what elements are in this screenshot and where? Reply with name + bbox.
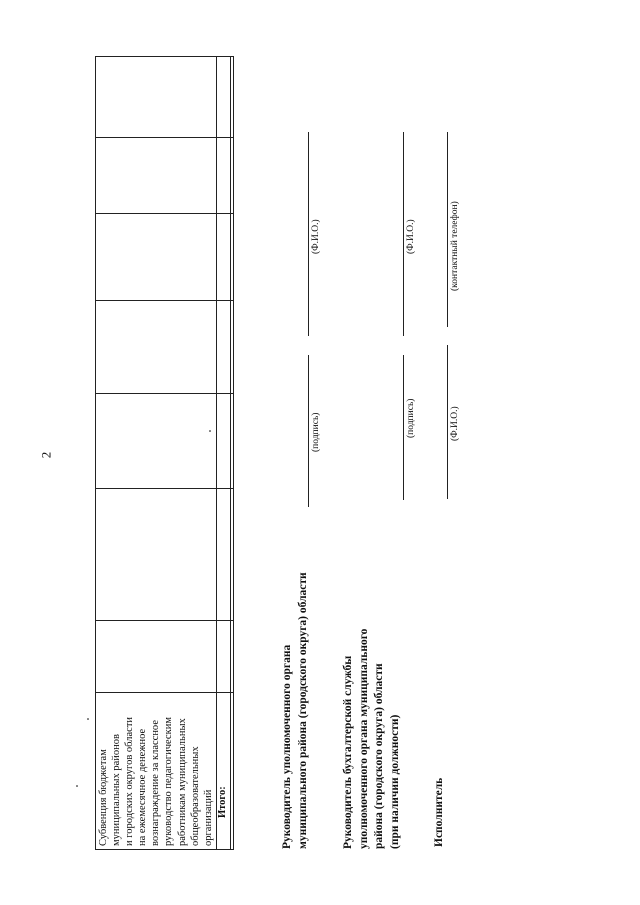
table-column-line <box>95 620 234 621</box>
accountant-name-caption: (Ф.И.О.) <box>406 219 416 254</box>
subsidy-line: работникам муниципальных <box>176 718 188 846</box>
head-title-line: муниципального района (городского округа) области <box>296 572 309 849</box>
subsidy-line: и городских округов области <box>124 716 136 846</box>
table-column-line <box>95 393 234 394</box>
table-edge-top <box>95 56 234 57</box>
total-label: Итого: <box>217 786 228 818</box>
scan-speck <box>209 430 211 432</box>
subsidy-line: Субвенция бюджетам <box>98 749 109 846</box>
subsidy-cell-text <box>97 717 215 846</box>
accountant-signature-title <box>341 629 403 849</box>
table-edge-bottom <box>95 849 234 850</box>
table-column-line <box>95 137 234 138</box>
table-column-line <box>95 213 234 214</box>
head-signature-caption: (подпись) <box>311 412 321 452</box>
accountant-title-line: уполномоченного органа муниципального <box>357 628 370 849</box>
accountant-name-line <box>403 132 404 336</box>
table-row-line <box>216 56 217 850</box>
table-row-line <box>95 56 96 850</box>
accountant-title-line: Руководитель бухгалтерской службы <box>342 655 354 849</box>
subsidy-line: муниципальных районов <box>111 734 123 846</box>
head-signature-line <box>308 355 309 507</box>
executor-name-caption: (Ф.И.О.) <box>450 406 460 441</box>
table-row-line <box>233 56 234 850</box>
head-signature-title <box>280 572 311 849</box>
executor-name-line <box>447 345 448 499</box>
accountant-signature-line <box>403 355 404 500</box>
head-name-line <box>308 132 309 336</box>
subsidy-line: руководство педагогическим <box>163 717 175 846</box>
subsidy-line: вознаграждение за классное <box>150 720 162 846</box>
subsidy-line: организаций <box>202 789 214 846</box>
scan-speck <box>87 718 89 720</box>
table-first-column-line <box>95 692 234 693</box>
scan-speck <box>76 785 78 787</box>
accountant-signature-caption: (подпись) <box>406 398 416 438</box>
subsidy-line: на ежемесячное денежное <box>137 728 149 846</box>
table-column-line <box>95 488 234 489</box>
executor-phone-line <box>447 132 448 327</box>
head-name-caption: (Ф.И.О.) <box>311 219 321 254</box>
accountant-title-line: района (городского округа) области <box>373 663 385 849</box>
accountant-title-line: (при наличии должности) <box>388 714 401 849</box>
table-column-line <box>95 300 234 301</box>
subsidy-line: общеобразовательных <box>189 746 201 846</box>
table-row-line <box>230 56 231 850</box>
head-title-line: Руководитель уполномоченного органа <box>281 644 293 849</box>
page-number: 2 <box>38 451 54 459</box>
executor-phone-caption: (контактный телефон) <box>450 201 460 291</box>
executor-title: Исполнитель <box>433 777 445 847</box>
